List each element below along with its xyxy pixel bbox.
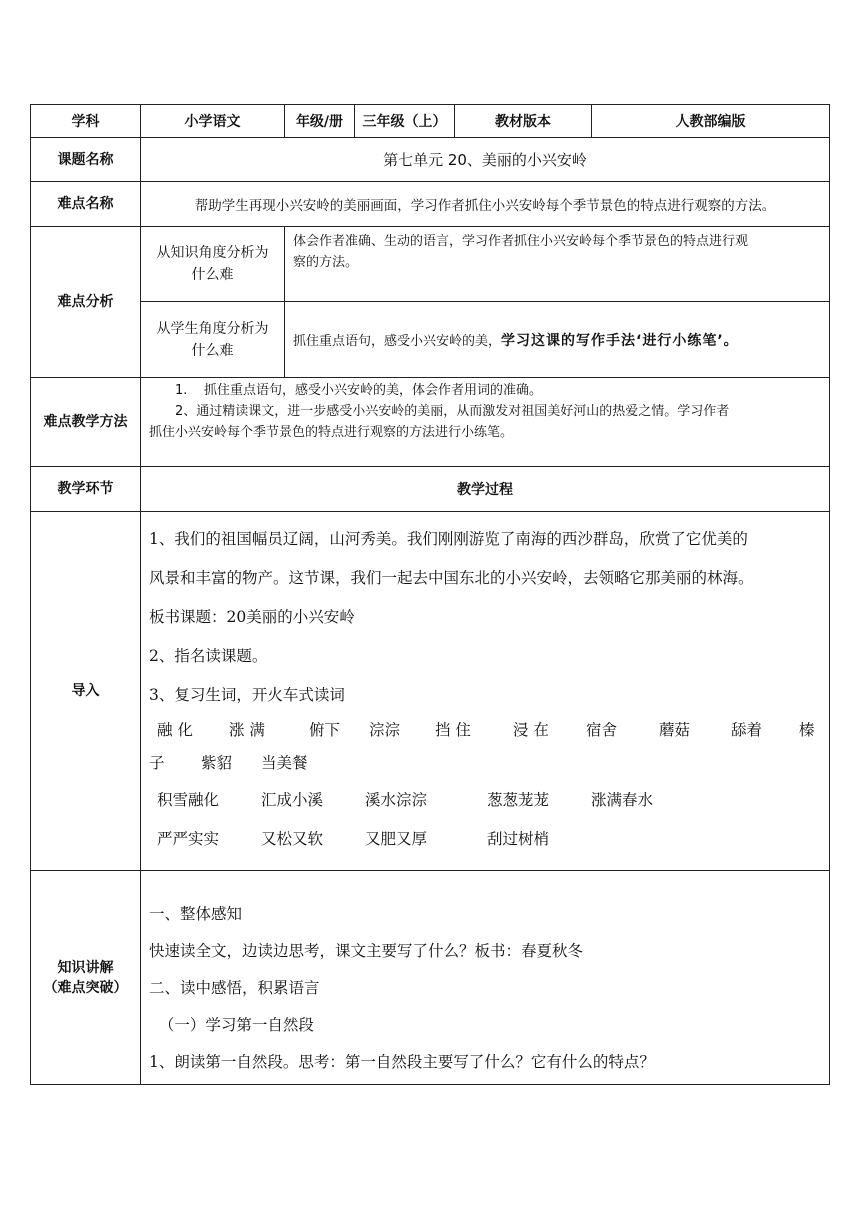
phrase-item: 严严实实 — [157, 830, 220, 848]
knowledge-content — [141, 871, 830, 1085]
phrase-row-1 — [149, 780, 821, 820]
header-row — [31, 105, 830, 138]
knowledge-angle-text-line1: 体会作者准确、生动的语言，学习作者抓住小兴安岭每个季节景色的特点进行观 — [293, 234, 749, 249]
method-item-1-text: 抓住重点语句，感受小兴安岭的美，体会作者用词的准确。 — [203, 383, 542, 398]
knowledge-angle-label — [141, 227, 285, 302]
analysis-knowledge-row — [31, 227, 830, 302]
intro-line-2: 风景和丰富的物产。这节课，我们一起去中国东北的小兴安岭，去领略它那美丽的林海。 — [149, 569, 754, 587]
phrase-item: 葱葱茏茏 — [487, 791, 550, 809]
intro-line-3: 板书课题：20美丽的小兴安岭 — [149, 608, 355, 626]
topic-value: 第七单元 20、美丽的小兴安岭 — [141, 138, 830, 182]
knowledge-label-line2: （难点突破） — [43, 979, 128, 996]
intro-row — [31, 512, 830, 871]
phrase-row-2 — [149, 820, 821, 858]
knowledge-angle-label-line2: 什么难 — [191, 267, 234, 283]
topic-label: 课题名称 — [31, 138, 141, 182]
subject-label: 学科 — [31, 105, 141, 138]
vocab-word: 宿舍 — [586, 721, 618, 739]
process-header-right: 教学过程 — [141, 467, 830, 512]
vocab-word: 榛 — [799, 721, 815, 739]
method-item-2-line1: 2、通过精读课文，进一步感受小兴安岭的美丽，从而激发对祖国美好河山的热爱之情。学习作者 — [175, 404, 730, 419]
phrase-item: 汇成小溪 — [261, 791, 324, 809]
vocab-word: 蘑菇 — [659, 721, 691, 739]
method-row — [31, 378, 830, 467]
knowledge-line-5: 1、朗读第一自然段。思考：第一自然段主要写了什么？它有什么的特点？ — [149, 1053, 655, 1071]
knowledge-line-1: 一、整体感知 — [149, 905, 243, 923]
vocab-row-1 — [149, 715, 821, 746]
intro-label: 导入 — [31, 512, 141, 871]
knowledge-row — [31, 871, 830, 1085]
intro-line-5: 3、复习生词，开火车式读词 — [149, 686, 345, 704]
knowledge-line-4: （一）学习第一自然段 — [149, 1016, 314, 1034]
vocab-word: 挡 住 — [435, 721, 471, 739]
method-text — [141, 378, 830, 467]
difficulty-value: 帮助学生再现小兴安岭的美丽画面，学习作者抓住小兴安岭每个季节景色的特点进行观察的方法。 — [141, 182, 830, 227]
edition-label: 教材版本 — [455, 105, 592, 138]
phrase-item: 积雪融化 — [157, 791, 220, 809]
student-angle-label-line2: 什么难 — [191, 342, 234, 359]
method-item-1-number: 1. — [175, 383, 188, 398]
phrase-item: 涨满春水 — [591, 791, 654, 809]
knowledge-angle-label-line1: 从知识角度分析为 — [156, 245, 269, 261]
vocab-word: 俯下 — [309, 721, 341, 739]
student-angle-label — [141, 302, 285, 378]
grade-label: 年级/册 — [285, 105, 355, 138]
student-angle-text-bold: 学习这课的写作手法‘进行小练笔’。 — [501, 332, 739, 349]
vocab-word: 子 — [149, 754, 165, 772]
knowledge-line-3: 二、读中感悟，积累语言 — [149, 979, 320, 997]
difficulty-label: 难点名称 — [31, 182, 141, 227]
knowledge-angle-text-line2: 察的方法。 — [293, 255, 359, 270]
intro-content — [141, 512, 830, 871]
phrase-item: 又松又软 — [261, 830, 324, 848]
knowledge-angle-text — [285, 227, 830, 302]
intro-line-1: 1、我们的祖国幅员辽阔，山河秀美。我们刚刚游览了南海的西沙群岛，欣赏了它优美的 — [149, 530, 748, 548]
vocab-row-2 — [149, 746, 821, 780]
process-header-left: 教学环节 — [31, 467, 141, 512]
analysis-student-row — [31, 302, 830, 378]
student-angle-text — [285, 302, 830, 378]
method-label: 难点教学方法 — [31, 378, 141, 467]
phrase-item: 又肥又厚 — [365, 830, 428, 848]
knowledge-line-2: 快速读全文，边读边思考，课文主要写了什么？板书：春夏秋冬 — [149, 942, 584, 960]
phrase-item: 刮过树梢 — [487, 830, 550, 848]
vocab-word: 紫貂 — [201, 754, 233, 772]
student-angle-label-line1: 从学生角度分析为 — [156, 320, 269, 337]
knowledge-label-line1: 知识讲解 — [57, 959, 114, 976]
lesson-plan-table — [30, 104, 830, 1085]
phrase-item: 溪水淙淙 — [365, 791, 428, 809]
student-angle-text-normal: 抓住重点语句，感受小兴安岭的美， — [293, 333, 502, 349]
vocab-word: 涨 满 — [229, 721, 265, 739]
subject-value: 小学语文 — [141, 105, 285, 138]
vocab-word: 浸 在 — [513, 721, 549, 739]
knowledge-label — [31, 871, 141, 1085]
method-item-1 — [149, 380, 821, 401]
vocab-word: 淙淙 — [369, 721, 401, 739]
topic-row — [31, 138, 830, 182]
method-item-2-line2: 抓住小兴安岭每个季节景色的特点进行观察的方法进行小练笔。 — [149, 425, 514, 440]
grade-value: 三年级（上） — [355, 105, 455, 138]
intro-line-4: 2、指名读课题。 — [149, 647, 268, 665]
process-header-row — [31, 467, 830, 512]
vocab-word: 当美餐 — [261, 754, 308, 772]
edition-value: 人教部编版 — [592, 105, 830, 138]
vocab-word: 融 化 — [157, 721, 193, 739]
vocab-word: 舔着 — [731, 721, 763, 739]
difficulty-row — [31, 182, 830, 227]
analysis-label: 难点分析 — [31, 227, 141, 378]
